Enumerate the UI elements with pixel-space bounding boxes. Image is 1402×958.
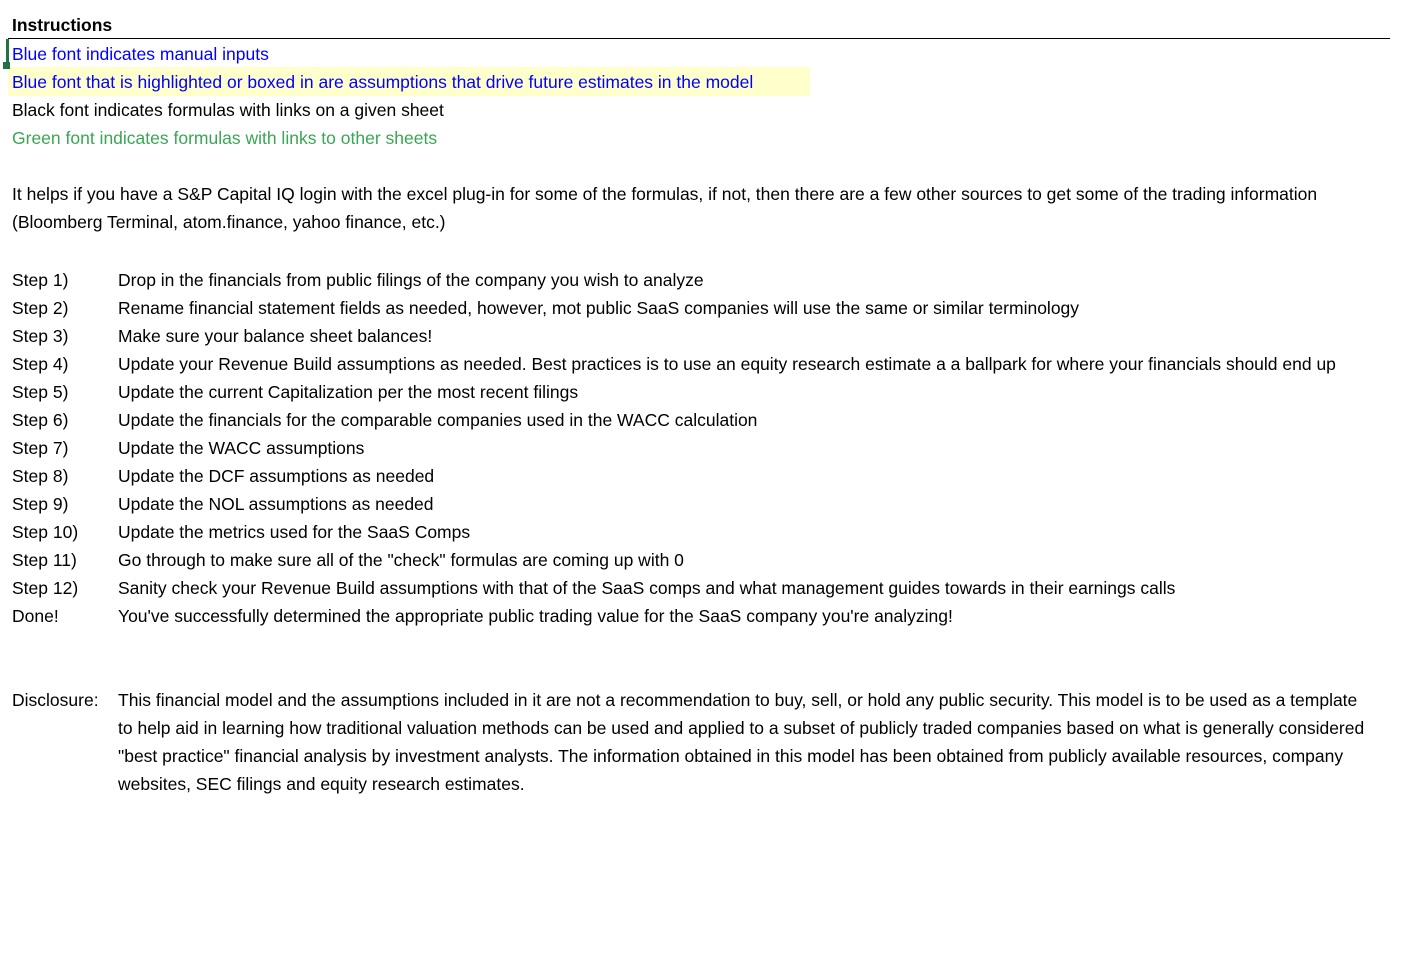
done-label[interactable]: Done! (12, 606, 59, 626)
step-label[interactable]: Step 3) (12, 326, 69, 346)
step-label[interactable]: Step 9) (12, 494, 69, 514)
step-label[interactable]: Step 5) (12, 382, 69, 402)
legend-highlighted-assumptions[interactable]: Blue font that is highlighted or boxed in are assumptions that drive future estimates in the model (12, 72, 754, 92)
step-label[interactable]: Step 10) (12, 522, 79, 542)
sheet-title[interactable]: Instructions (12, 15, 113, 35)
step-label[interactable]: Step 1) (12, 270, 69, 290)
step-text[interactable]: Update the current Capitalization per the most recent filings (118, 382, 579, 402)
step-text[interactable]: Update the metrics used for the SaaS Comps (118, 522, 471, 542)
step-label[interactable]: Step 11) (12, 550, 77, 570)
disclosure-line[interactable]: websites, SEC filings and equity research estimates. (118, 774, 525, 794)
step-text[interactable]: Make sure your balance sheet balances! (118, 326, 433, 346)
disclosure-line[interactable]: to help aid in learning how traditional valuation methods can be used and applied to a subset of publicly traded companies based on what is generally considered (118, 718, 1365, 738)
legend-cross-sheet-formulas[interactable]: Green font indicates formulas with links to other sheets (12, 128, 438, 148)
title-underline (8, 38, 1390, 39)
step-label[interactable]: Step 2) (12, 298, 69, 318)
step-text[interactable]: Update the WACC assumptions (118, 438, 365, 458)
step-label[interactable]: Step 4) (12, 354, 69, 374)
legend-manual-inputs[interactable]: Blue font indicates manual inputs (12, 44, 269, 64)
step-label[interactable]: Step 12) (12, 578, 79, 598)
capital-iq-note-line-1[interactable]: It helps if you have a S&P Capital IQ login with the excel plug-in for some of the formulas, if not, then there are a few other sources to get some of the trading information (12, 184, 1318, 204)
step-text[interactable]: Update your Revenue Build assumptions as needed. Best practices is to use an equity research estimate a a ballpark for where your financials should end up (118, 354, 1336, 374)
step-label[interactable]: Step 6) (12, 410, 69, 430)
step-text[interactable]: Drop in the financials from public filings of the company you wish to analyze (118, 270, 704, 290)
legend-same-sheet-formulas[interactable]: Black font indicates formulas with links on a given sheet (12, 100, 444, 120)
capital-iq-note-line-2[interactable]: (Bloomberg Terminal, atom.finance, yahoo finance, etc.) (12, 212, 446, 232)
step-text[interactable]: Rename financial statement fields as needed, however, mot public SaaS companies will use the same or similar terminology (118, 298, 1080, 318)
step-text[interactable]: Update the NOL assumptions as needed (118, 494, 434, 514)
step-text[interactable]: Sanity check your Revenue Build assumptions with that of the SaaS comps and what management guides towards in their earnings calls (118, 578, 1176, 598)
step-label[interactable]: Step 7) (12, 438, 69, 458)
disclosure-label[interactable]: Disclosure: (12, 690, 99, 710)
step-text[interactable]: Update the financials for the comparable companies used in the WACC calculation (118, 410, 758, 430)
fill-handle[interactable] (3, 62, 10, 69)
done-text[interactable]: You've successfully determined the appropriate public trading value for the SaaS company you're analyzing! (118, 606, 953, 626)
disclosure-line[interactable]: "best practice" financial analysis by investment analysts. The information obtained in this model has been obtained from publicly available resources, company (118, 746, 1344, 766)
step-label[interactable]: Step 8) (12, 466, 69, 486)
disclosure-line[interactable]: This financial model and the assumptions included in it are not a recommendation to buy, sell, or hold any public security. This model is to be used as a template (118, 690, 1358, 710)
selected-cell-border (6, 39, 9, 62)
step-text[interactable]: Update the DCF assumptions as needed (118, 466, 435, 486)
step-text[interactable]: Go through to make sure all of the "check" formulas are coming up with 0 (118, 550, 684, 570)
